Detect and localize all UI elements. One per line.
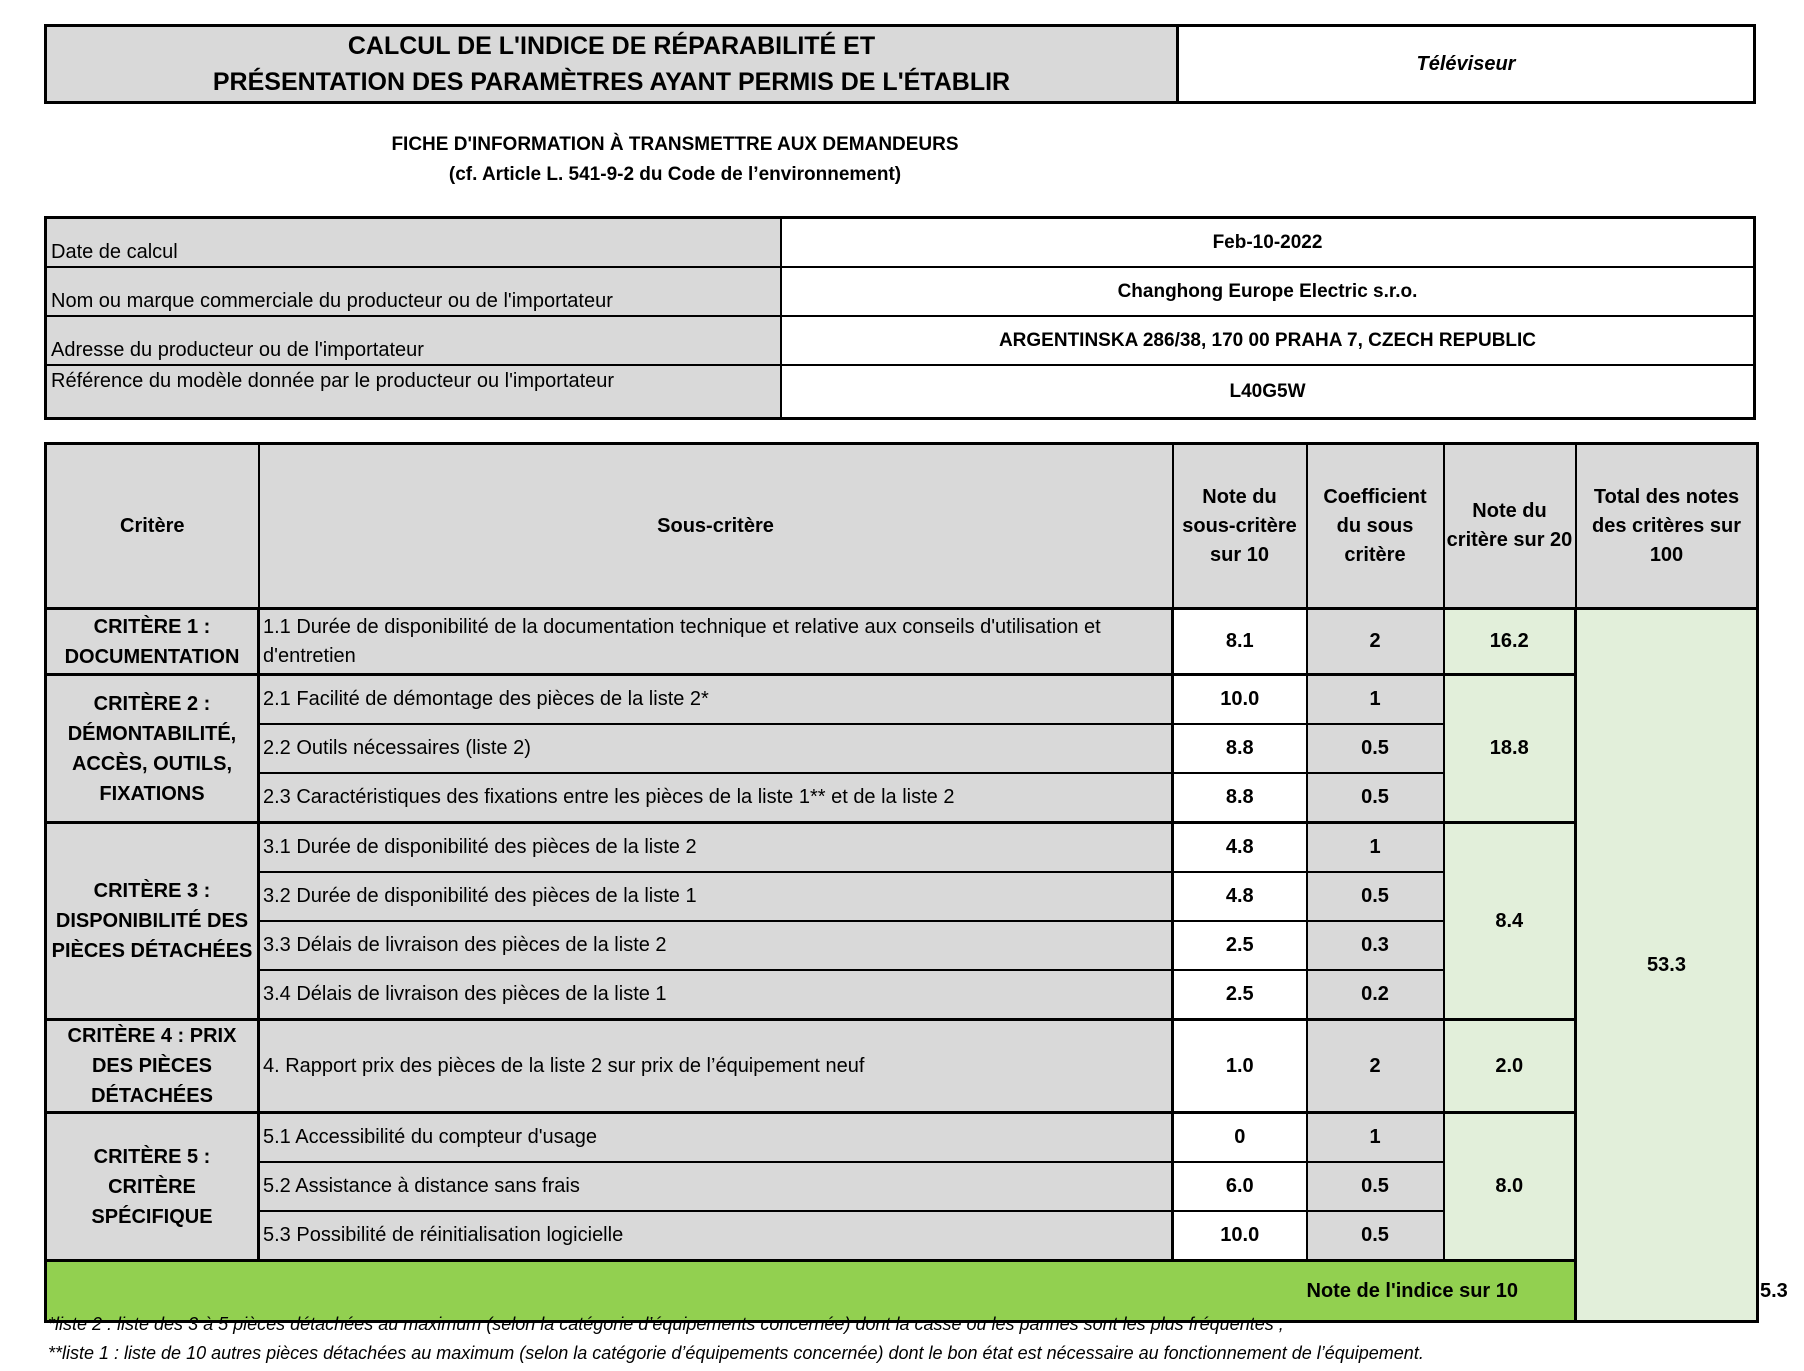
table-row [46,823,1758,873]
criterion-2-score: 18.8 [1444,675,1576,823]
subcriterion-note: 8.8 [1173,773,1307,823]
subcriterion-note: 8.8 [1173,724,1307,773]
subcriterion-label: 5.2 Assistance à distance sans frais [259,1162,1173,1211]
subcriterion-coefficient: 1 [1307,675,1444,725]
subcriterion-coefficient: 0.2 [1307,970,1444,1020]
score-table [44,442,1788,1323]
subcriterion-note: 10.0 [1173,1211,1307,1261]
criterion-5-score: 8.0 [1444,1113,1576,1261]
subtitle-line-2: (cf. Article L. 541-9-2 du Code de l’environnement) [448,164,902,185]
info-row [46,316,1755,365]
subcriterion-label: 5.3 Possibilité de réinitialisation logicielle [259,1211,1173,1261]
subcriterion-coefficient: 0.3 [1307,921,1444,970]
final-score-row: Note de l'indice sur 10 5.3 [46,1261,1758,1322]
subcriterion-note: 10.0 [1173,675,1307,725]
subcriterion-label: 3.3 Délais de livraison des pièces de la liste 2 [259,921,1173,970]
subcriterion-label: 4. Rapport prix des pièces de la liste 2 sur prix de l’équipement neuf [259,1020,1173,1113]
table-row [46,675,1758,725]
subcriterion-note: 4.8 [1173,823,1307,873]
criterion-1-score: 16.2 [1444,609,1576,675]
criterion-1-name: CRITÈRE 1 : DOCUMENTATION [46,609,259,675]
criterion-3-score: 8.4 [1444,823,1576,1020]
subcriterion-coefficient: 2 [1307,1020,1444,1113]
subcriterion-coefficient: 0.5 [1307,1162,1444,1211]
info-value: Changhong Europe Electric s.r.o. [781,267,1755,316]
subcriterion-label: 2.1 Facilité de démontage des pièces de la liste 2* [259,675,1173,725]
total-score: 53.3 [1576,609,1758,1322]
info-label: Adresse du producteur ou de l'importateur [46,316,782,365]
info-label: Référence du modèle donnée par le producteur ou l'importateur [46,365,782,419]
subcriterion-coefficient: 0.5 [1307,724,1444,773]
subcriterion-label: 5.1 Accessibilité du compteur d'usage [259,1113,1173,1163]
subcriterion-coefficient: 0.5 [1307,773,1444,823]
table-row [46,1020,1758,1113]
subcriterion-coefficient: 0.5 [1307,872,1444,921]
subcriterion-coefficient: 1 [1307,823,1444,873]
info-label: Date de calcul [46,218,782,268]
criterion-4-score: 2.0 [1444,1020,1576,1113]
info-value: L40G5W [781,365,1755,419]
criterion-5-name: CRITÈRE 5 : CRITÈRE SPÉCIFIQUE [46,1113,259,1261]
info-table [44,216,1756,420]
info-row [46,365,1755,419]
subcriterion-note: 1.0 [1173,1020,1307,1113]
info-row [46,218,1755,268]
title-line-2: PRÉSENTATION DES PARAMÈTRES AYANT PERMIS DE L'ÉTABLIR [212,68,1011,96]
info-row [46,267,1755,316]
criterion-3-name: CRITÈRE 3 : DISPONIBILITÉ DES PIÈCES DÉTACHÉES [46,823,259,1020]
subcriterion-label: 3.1 Durée de disponibilité des pièces de la liste 2 [259,823,1173,873]
subcriterion-label: 3.2 Durée de disponibilité des pièces de la liste 1 [259,872,1173,921]
subtitle-line-1: FICHE D'INFORMATION À TRANSMETTRE AUX DEMANDEURS [391,134,959,155]
subcriterion-coefficient: 1 [1307,1113,1444,1163]
header-coefficient: Coefficient du sous critère [1307,444,1444,609]
subtitle [300,130,1050,190]
table-row [46,609,1758,675]
subcriterion-note: 6.0 [1173,1162,1307,1211]
criterion-4-name: CRITÈRE 4 : PRIX DES PIÈCES DÉTACHÉES [46,1020,259,1113]
document-title [46,26,1178,103]
header-subcriterion: Sous-critère [259,444,1173,609]
subcriterion-note: 2.5 [1173,970,1307,1020]
product-type: Téléviseur [1178,26,1755,103]
subcriterion-label: 2.3 Caractéristiques des fixations entre les pièces de la liste 1** et de la liste 2 [259,773,1173,823]
title-box [44,24,1756,104]
subcriterion-note: 4.8 [1173,872,1307,921]
header-total: Total des notes des critères sur 100 [1576,444,1758,609]
table-row [46,1113,1758,1163]
subcriterion-label: 2.2 Outils nécessaires (liste 2) [259,724,1173,773]
subcriterion-note: 2.5 [1173,921,1307,970]
subcriterion-label: 1.1 Durée de disponibilité de la documentation technique et relative aux conseils d'utilisation et d'entretien [259,609,1173,675]
info-value: ARGENTINSKA 286/38, 170 00 PRAHA 7, CZECH REPUBLIC [781,316,1755,365]
info-label: Nom ou marque commerciale du producteur ou de l'importateur [46,267,782,316]
subcriterion-note: 8.1 [1173,609,1307,675]
footnotes [48,1310,1424,1368]
title-line-1: CALCUL DE L'INDICE DE RÉPARABILITÉ ET [347,32,876,60]
header-criterion: Critère [46,444,259,609]
header-sub-score: Note du sous-critère sur 10 [1173,444,1307,609]
footnote-1: *liste 2 : liste des 3 à 5 pièces détachées au maximum (selon la catégorie d’équipements concernée) dont la casse ou les pannes sont les plus fréquentes ; [48,1314,1284,1334]
subcriterion-coefficient: 0.5 [1307,1211,1444,1261]
subcriterion-note: 0 [1173,1113,1307,1163]
table-header-row [46,444,1758,609]
subcriterion-label: 3.4 Délais de livraison des pièces de la liste 1 [259,970,1173,1020]
footnote-2: **liste 1 : liste de 10 autres pièces détachées au maximum (selon la catégorie d’équipements concernée) dont le bon état est nécessaire au fonctionnement de l’équipement. [48,1343,1424,1363]
header-criterion-score: Note du critère sur 20 [1444,444,1576,609]
final-score-label: Note de l'indice sur 10 [46,1261,1576,1322]
criterion-2-name: CRITÈRE 2 : DÉMONTABILITÉ, ACCÈS, OUTILS, FIXATIONS [46,675,259,823]
info-value: Feb-10-2022 [781,218,1755,268]
subcriterion-coefficient: 2 [1307,609,1444,675]
